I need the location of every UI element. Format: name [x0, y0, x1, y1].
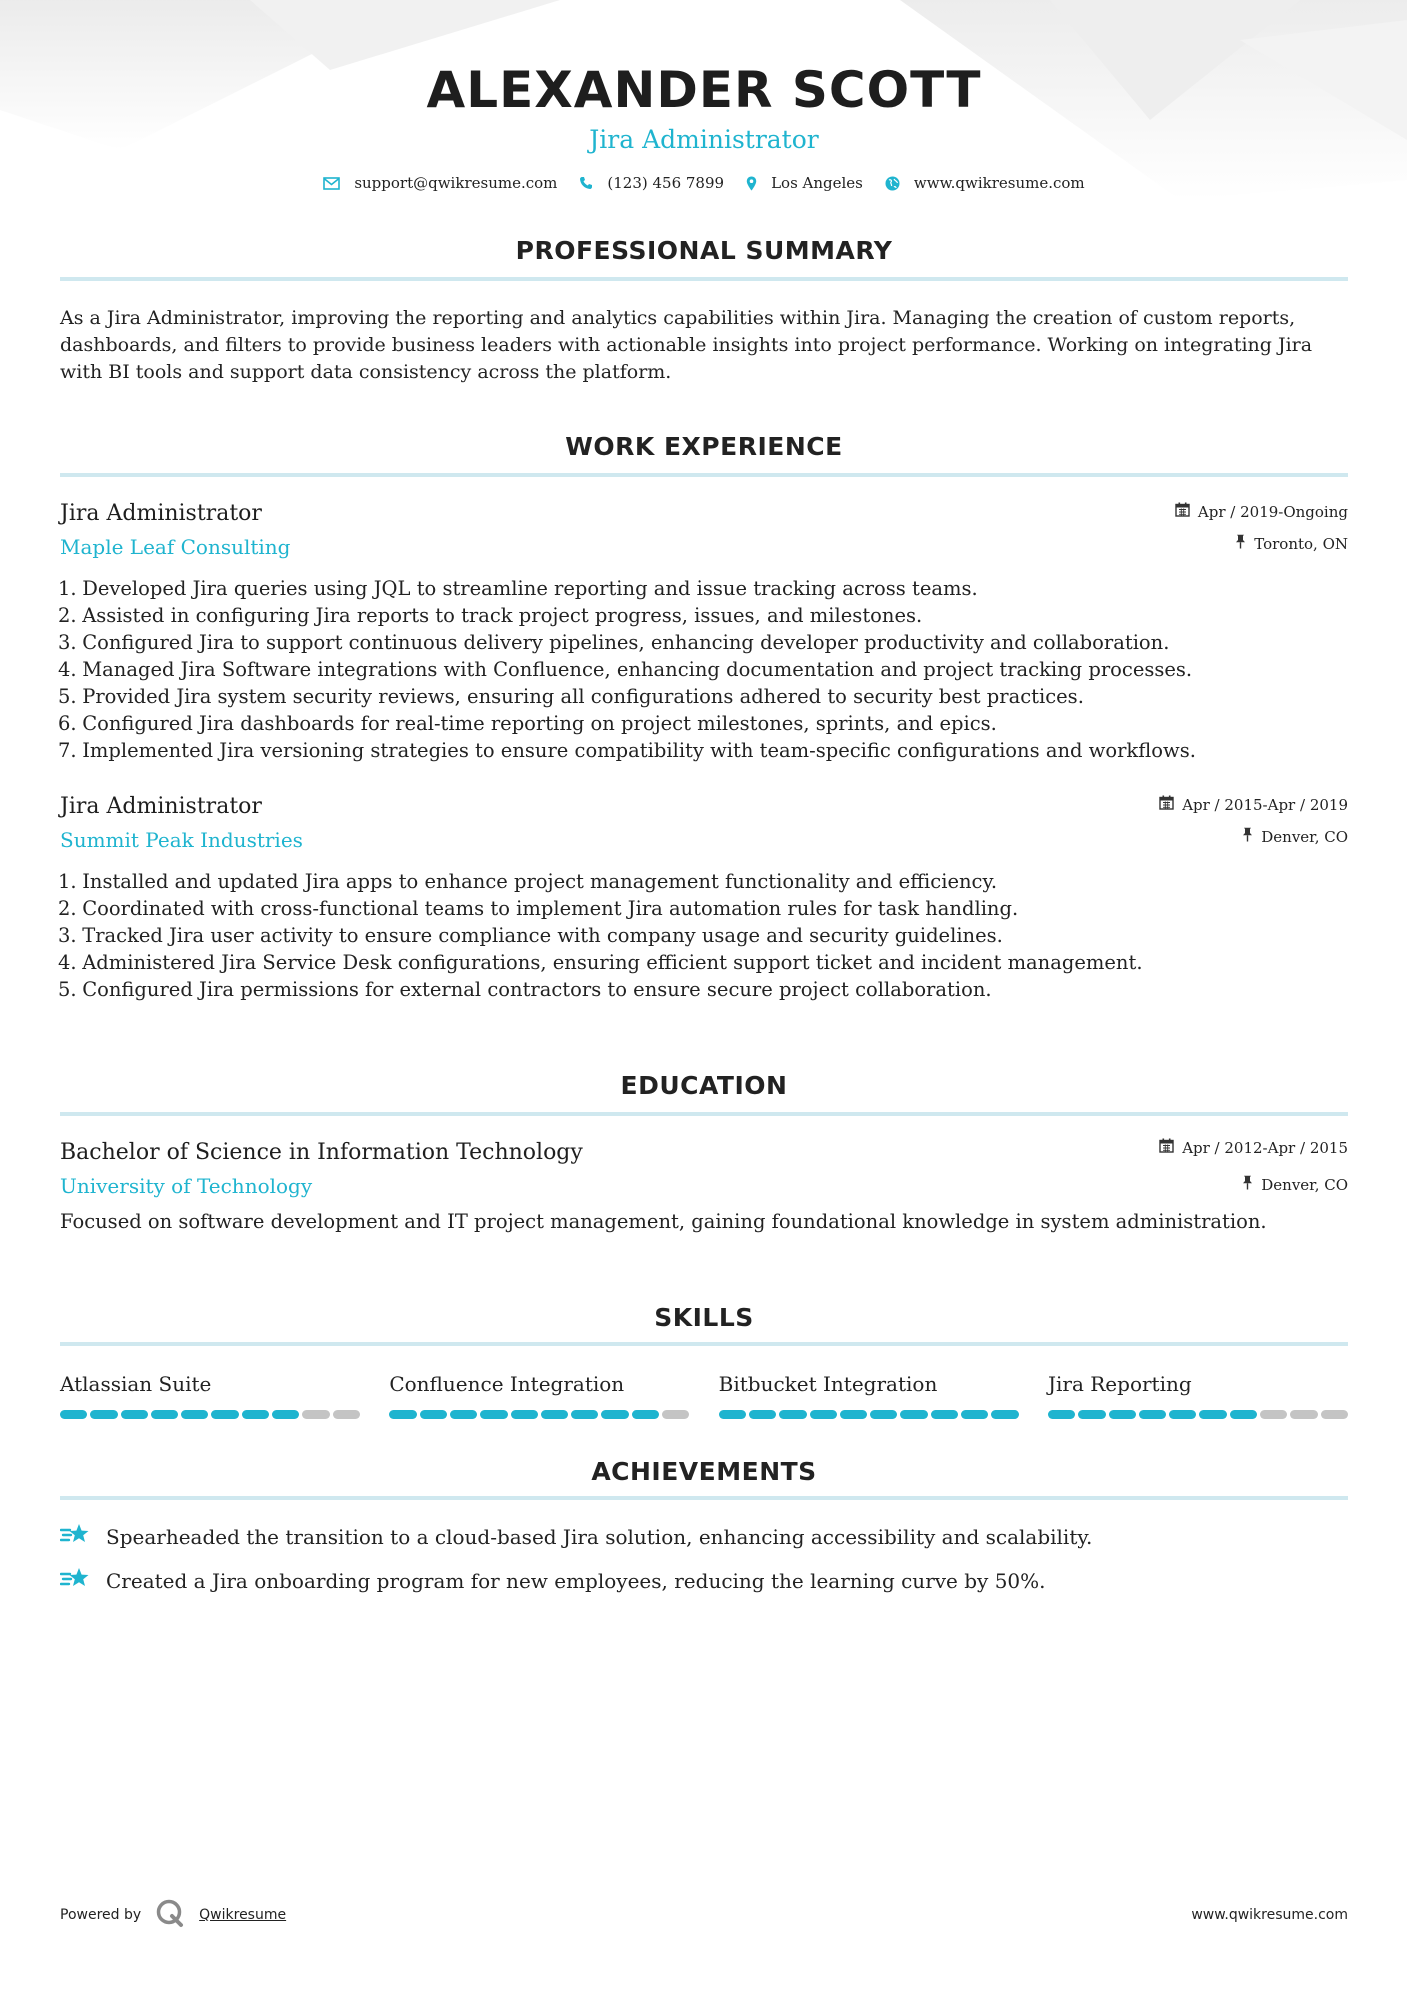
summary-line: dashboards, and filters to provide business leaders with actionable insights into project performance. Working on integrating Jira: [60, 334, 1313, 356]
skill-segment-filled: [90, 1410, 117, 1419]
section-divider: [60, 473, 1348, 477]
skill-segment-filled: [749, 1410, 776, 1419]
list-item: 6. Configured Jira dashboards for real-time reporting on project milestones, sprints, and epics.: [58, 712, 997, 735]
list-item: 3. Configured Jira to support continuous delivery pipelines, enhancing developer productivity and collaboration.: [58, 631, 1170, 654]
brand-link[interactable]: Qwikresume: [199, 1907, 287, 1923]
phone-icon: [579, 176, 593, 190]
skill-item: [389, 1370, 689, 1419]
skill-segment-filled: [719, 1410, 746, 1419]
resume-header: [60, 0, 1348, 192]
skill-segment-filled: [480, 1410, 507, 1419]
location-text: Los Angeles: [771, 174, 863, 192]
achievement-text: Created a Jira onboarding program for new employees, reducing the learning curve by 50%.: [106, 1569, 1046, 1593]
skill-segment-empty: [1260, 1410, 1287, 1419]
list-item: [60, 1522, 1348, 1552]
list-item: 1. Installed and updated Jira apps to enhance project management functionality and efficiency.: [58, 870, 998, 893]
skill-segment-filled: [60, 1410, 87, 1419]
map-pin-icon: [746, 176, 757, 191]
achievement-text: Spearheaded the transition to a cloud-based Jira solution, enhancing accessibility and scalability.: [106, 1525, 1093, 1549]
skill-segment-filled: [601, 1410, 628, 1419]
skill-segment-filled: [211, 1410, 238, 1419]
list-item: 7. Implemented Jira versioning strategies to ensure compatibility with team-specific configurations and workflows.: [58, 739, 1196, 762]
education-location-text: Denver, CO: [1261, 1176, 1348, 1194]
section-divider: [60, 1496, 1348, 1500]
skill-name: Jira Reporting: [1047, 1372, 1192, 1396]
job-company: Summit Peak Industries: [60, 828, 303, 852]
skill-segment-empty: [1321, 1410, 1348, 1419]
list-item: 5. Configured Jira permissions for external contractors to ensure secure project collaboration.: [58, 978, 992, 1001]
job-dates-text: Apr / 2015-Apr / 2019: [1182, 796, 1348, 814]
section-heading: EDUCATION: [620, 1071, 788, 1100]
summary-line: with BI tools and support data consistency across the platform.: [60, 361, 672, 383]
section-divider: [60, 1342, 1348, 1346]
job-entry: [60, 499, 1348, 764]
education-dates-text: Apr / 2012-Apr / 2015: [1182, 1139, 1348, 1157]
skill-segment-filled: [931, 1410, 958, 1419]
job-bullets: [60, 868, 1348, 1003]
skill-item: [60, 1370, 360, 1419]
email-text: support@qwikresume.com: [354, 174, 558, 192]
summary-line: As a Jira Administrator, improving the reporting and analytics capabilities within Jira. Managing the creation of custom reports,: [60, 307, 1296, 329]
education-description: Focused on software development and IT project management, gaining foundational knowledge in system administration.: [60, 1210, 1267, 1233]
experience-section: [60, 432, 1348, 1003]
skill-segment-filled: [1230, 1410, 1257, 1419]
list-item: 2. Assisted in configuring Jira reports to track project progress, issues, and milestones.: [58, 604, 923, 627]
skill-item: [1048, 1370, 1348, 1419]
skill-segment-empty: [1290, 1410, 1317, 1419]
list-item: 4. Administered Jira Service Desk configurations, ensuring efficient support ticket and incident management.: [58, 951, 1143, 974]
job-dates: [1175, 502, 1348, 522]
section-heading: PROFESSIONAL SUMMARY: [515, 236, 893, 265]
skill-segment-filled: [1078, 1410, 1105, 1419]
skill-segment-filled: [1048, 1410, 1075, 1419]
contact-website[interactable]: [885, 174, 1085, 192]
calendar-icon: [1159, 795, 1174, 815]
section-divider: [60, 1112, 1348, 1116]
skill-name: Confluence Integration: [389, 1372, 625, 1396]
list-item: 5. Provided Jira system security reviews, ensuring all configurations adhered to security best practices.: [58, 685, 1084, 708]
job-title: Jira Administrator: [60, 794, 262, 819]
calendar-icon: [1175, 502, 1190, 522]
skill-level-bar: [389, 1410, 689, 1419]
list-item: 1. Developed Jira queries using JQL to streamline reporting and issue tracking across teams.: [58, 577, 978, 600]
education-meta: [1159, 1138, 1348, 1195]
section-heading: WORK EXPERIENCE: [565, 432, 843, 461]
skill-segment-filled: [991, 1410, 1018, 1419]
skill-segment-empty: [302, 1410, 329, 1419]
job-meta: [1175, 502, 1348, 554]
skill-segment-filled: [632, 1410, 659, 1419]
footer-branding: [60, 1898, 286, 1932]
job-title: Jira Administrator: [60, 501, 262, 526]
contact-email[interactable]: [323, 174, 557, 192]
skill-segment-filled: [900, 1410, 927, 1419]
skill-segment-filled: [961, 1410, 988, 1419]
pushpin-icon: [1242, 1175, 1253, 1195]
skill-segment-filled: [511, 1410, 538, 1419]
skill-segment-filled: [181, 1410, 208, 1419]
job-location-text: Toronto, ON: [1254, 535, 1348, 553]
skill-name: Bitbucket Integration: [718, 1372, 938, 1396]
skill-segment-filled: [1139, 1410, 1166, 1419]
education-section: [60, 1071, 1348, 1235]
shooting-star-icon: [60, 1522, 90, 1552]
contact-location: [746, 174, 863, 192]
job-bullets: [60, 575, 1348, 764]
phone-text: (123) 456 7899: [607, 174, 725, 192]
job-dates: [1159, 795, 1348, 815]
skill-segment-filled: [779, 1410, 806, 1419]
globe-icon: [885, 176, 900, 191]
pushpin-icon: [1242, 827, 1253, 847]
skill-segment-empty: [333, 1410, 360, 1419]
skill-segment-filled: [1199, 1410, 1226, 1419]
achievements-section: [60, 1457, 1348, 1596]
skill-name: Atlassian Suite: [60, 1372, 212, 1396]
section-heading: ACHIEVEMENTS: [591, 1457, 817, 1486]
footer: [60, 1898, 1348, 1932]
skill-segment-filled: [151, 1410, 178, 1419]
job-location: [1159, 827, 1348, 847]
skill-segment-filled: [242, 1410, 269, 1419]
school-name: University of Technology: [60, 1174, 313, 1198]
list-item: 2. Coordinated with cross-functional teams to implement Jira automation rules for task handling.: [58, 897, 1019, 920]
candidate-name: ALEXANDER SCOTT: [426, 61, 982, 119]
contact-phone[interactable]: [579, 174, 724, 192]
resume-page: [60, 0, 1348, 1610]
skill-level-bar: [1048, 1410, 1348, 1419]
skill-item: [719, 1370, 1019, 1419]
list-item: [60, 1566, 1348, 1596]
job-entry: [60, 792, 1348, 1003]
skill-segment-filled: [420, 1410, 447, 1419]
skill-segment-filled: [840, 1410, 867, 1419]
skill-segment-filled: [272, 1410, 299, 1419]
skill-segment-filled: [810, 1410, 837, 1419]
shooting-star-icon: [60, 1566, 90, 1596]
candidate-title: Jira Administrator: [589, 125, 819, 154]
achievements-list: [60, 1522, 1348, 1596]
job-meta: [1159, 795, 1348, 847]
qwikresume-logo-icon: [155, 1898, 185, 1932]
skill-level-bar: [719, 1410, 1019, 1419]
list-item: 4. Managed Jira Software integrations with Confluence, enhancing documentation and project tracking processes.: [58, 658, 1193, 681]
education-location: [1159, 1175, 1348, 1195]
list-item: 3. Tracked Jira user activity to ensure compliance with company usage and security guidelines.: [58, 924, 1003, 947]
contact-bar: [60, 174, 1348, 192]
section-divider: [60, 277, 1348, 281]
envelope-icon: [323, 177, 340, 190]
skill-segment-empty: [662, 1410, 689, 1419]
skills-section: [60, 1303, 1348, 1419]
job-location-text: Denver, CO: [1261, 828, 1348, 846]
skill-segment-filled: [450, 1410, 477, 1419]
summary-section: [60, 236, 1348, 386]
skill-segment-filled: [1169, 1410, 1196, 1419]
job-company: Maple Leaf Consulting: [60, 535, 291, 559]
education-dates: [1159, 1138, 1348, 1158]
skills-list: [60, 1370, 1348, 1419]
job-dates-text: Apr / 2019-Ongoing: [1197, 503, 1348, 521]
degree-title: Bachelor of Science in Information Technology: [60, 1140, 583, 1165]
summary-text: [60, 305, 1348, 386]
skill-segment-filled: [870, 1410, 897, 1419]
job-location: [1175, 534, 1348, 554]
calendar-icon: [1159, 1138, 1174, 1158]
website-text: www.qwikresume.com: [913, 174, 1085, 192]
powered-by-label: Powered by: [60, 1907, 142, 1923]
footer-website[interactable]: www.qwikresume.com: [1191, 1907, 1348, 1923]
section-heading: SKILLS: [654, 1303, 754, 1332]
skill-segment-filled: [1109, 1410, 1136, 1419]
skill-segment-filled: [389, 1410, 416, 1419]
education-entry: [60, 1138, 1348, 1235]
skill-segment-filled: [541, 1410, 568, 1419]
pushpin-icon: [1235, 534, 1246, 554]
skill-level-bar: [60, 1410, 360, 1419]
skill-segment-filled: [571, 1410, 598, 1419]
skill-segment-filled: [121, 1410, 148, 1419]
